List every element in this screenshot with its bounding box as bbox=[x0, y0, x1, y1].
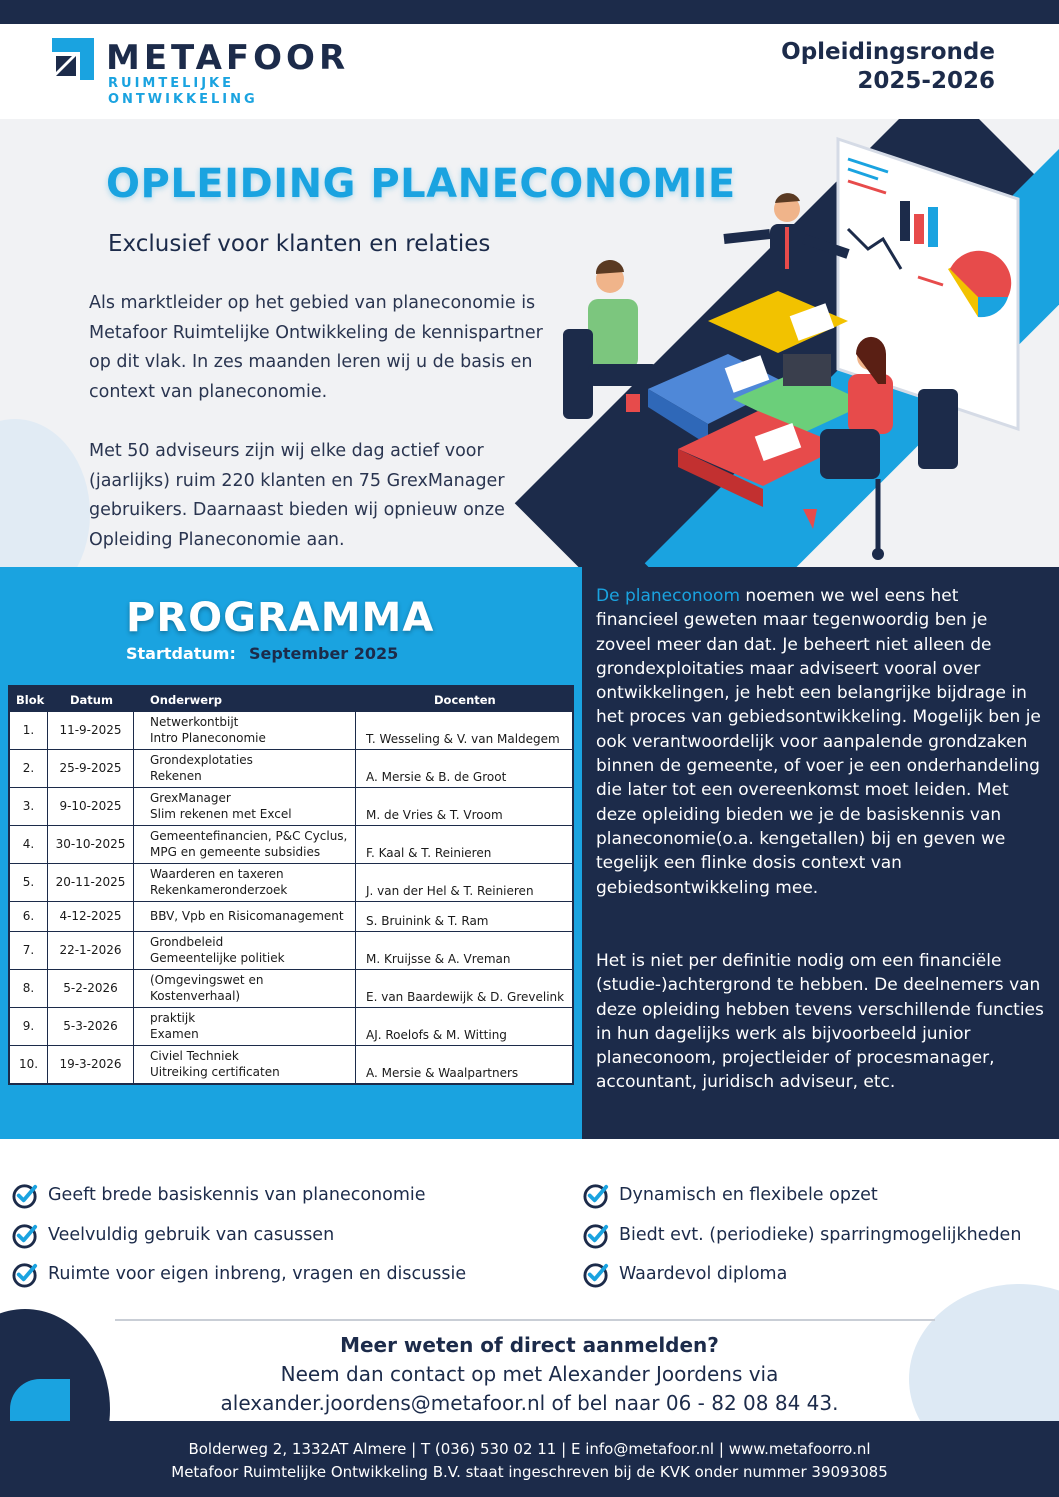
docenten-value: S. Bruinink & T. Ram bbox=[366, 914, 489, 928]
check-circle-icon bbox=[12, 1261, 39, 1288]
cell-docenten bbox=[356, 970, 572, 1007]
schedule-table bbox=[8, 685, 574, 1085]
docenten-value: T. Wesseling & V. van Maldegem bbox=[366, 732, 560, 746]
cell-docenten bbox=[356, 788, 572, 825]
datum-value: 9-10-2025 bbox=[59, 799, 122, 813]
onderwerp-line2: Examen bbox=[150, 1027, 199, 1041]
cell-docenten bbox=[356, 826, 572, 863]
table-row bbox=[10, 749, 572, 787]
check-circle-icon bbox=[583, 1261, 610, 1288]
onderwerp-line2: Slim rekenen met Excel bbox=[150, 807, 292, 821]
blok-value: 10. bbox=[18, 1057, 39, 1071]
docenten-value: M. Kruijsse & A. Vreman bbox=[366, 952, 511, 966]
start-date-value: September 2025 bbox=[249, 644, 399, 663]
docenten-value: F. Kaal & T. Reinieren bbox=[366, 846, 492, 860]
info-paragraph-1 bbox=[596, 584, 1046, 900]
hero-deco-circle bbox=[0, 419, 90, 567]
cell-blok bbox=[10, 826, 48, 863]
cell-onderwerp bbox=[134, 788, 356, 825]
cell-onderwerp bbox=[134, 970, 356, 1007]
cell-blok bbox=[10, 1046, 48, 1083]
feature-text: Ruimte voor eigen inbreng, vragen en discussie bbox=[48, 1264, 467, 1284]
cell-docenten bbox=[356, 864, 572, 901]
table-row bbox=[10, 901, 572, 931]
blok-value: 4. bbox=[22, 837, 35, 851]
onderwerp-line1: GrexManager bbox=[150, 791, 231, 805]
docenten-value: M. de Vries & T. Vroom bbox=[366, 808, 503, 822]
blok-value: 6. bbox=[22, 909, 35, 923]
blok-value: 2. bbox=[22, 761, 35, 775]
cell-onderwerp bbox=[134, 750, 356, 787]
hero-section bbox=[0, 119, 1059, 567]
training-round bbox=[781, 38, 995, 96]
cell-datum bbox=[48, 932, 134, 969]
metafoor-logo-icon bbox=[52, 38, 94, 80]
cta-contact[interactable]: alexander.joordens@metafoor.nl of bel naar 06 - 82 08 84 43. bbox=[220, 1391, 839, 1415]
program-title: PROGRAMMA bbox=[126, 595, 435, 641]
onderwerp-line2: Intro Planeconomie bbox=[150, 731, 266, 745]
onderwerp-line1: Grondexplotaties bbox=[150, 753, 253, 767]
datum-value: 25-9-2025 bbox=[59, 761, 122, 775]
intro-paragraph-1: Als marktleider op het gebied van planeconomie is Metafoor Ruimtelijke Ontwikkeling de kennispartner op dit vlak. In zes maanden leren wij u de basis en context van planeconomie. bbox=[89, 293, 543, 402]
datum-value: 20-11-2025 bbox=[55, 875, 126, 889]
onderwerp-line2: MPG en gemeente subsidies bbox=[150, 845, 321, 859]
onderwerp-line1: Grondbeleid bbox=[150, 935, 224, 949]
page-subtitle: Exclusief voor klanten en relaties bbox=[108, 231, 491, 257]
feature-text: Biedt evt. (periodieke) sparringmogelijkheden bbox=[619, 1225, 1022, 1245]
logo-sub-line1: RUIMTELIJKE bbox=[108, 76, 234, 91]
blok-value: 1. bbox=[22, 723, 35, 737]
intro-paragraph-2: Met 50 adviseurs zijn wij elke dag actief voor (jaarlijks) ruim 220 klanten en 75 GrexManager gebruikers. Daarnaast bieden wij opnieuw onze Opleiding Planeconomie aan. bbox=[89, 441, 505, 550]
onderwerp-line1: Gemeentefinancien, P&C Cyclus, bbox=[150, 829, 348, 843]
docenten-value: A. Mersie & Waalpartners bbox=[366, 1066, 519, 1080]
datum-value: 5-3-2026 bbox=[63, 1019, 118, 1033]
cell-docenten bbox=[356, 1046, 572, 1083]
docenten-value: AJ. Roelofs & M. Witting bbox=[366, 1028, 507, 1042]
datum-value: 4-12-2025 bbox=[59, 909, 122, 923]
top-bar bbox=[0, 0, 1059, 24]
table-row bbox=[10, 825, 572, 863]
docenten-value: A. Mersie & B. de Groot bbox=[366, 770, 507, 784]
info-text-1: noemen we wel eens het financieel geweten maar tegenwoordig ben je zoveel meer dan dat. Je beheert niet alleen de grondexploitaties maar adviseert vooral over ontwikkelingen, je hebt een belangrijke bijdrage in het proces van gebiedsontwikkeling. Mogelijk ben je ook verantwoordelijk voor aanpalende grondzaken binnen de gemeente, of voer je een onderhandeling die later tot een overeenkomst moet leiden. Met deze opleiding bieden we je de basiskennis van planeconomie(o.a. kengetallen) bij en geven we tegelijk een flinke dosis context van gebiedsontwikkeling mee. bbox=[596, 586, 1041, 898]
start-date-label: Startdatum: bbox=[126, 644, 236, 663]
onderwerp-line1: BBV, Vpb en Risicomanagement bbox=[150, 909, 344, 923]
cell-datum bbox=[48, 902, 134, 931]
schedule-header bbox=[10, 687, 572, 711]
cell-blok bbox=[10, 1008, 48, 1045]
onderwerp-line1: praktijk bbox=[150, 1011, 196, 1025]
onderwerp-line1: Civiel Techniek bbox=[150, 1049, 239, 1063]
cell-datum bbox=[48, 864, 134, 901]
footer-contact: Bolderweg 2, 1332AT Almere | T (036) 530 02 11 | E info@metafoor.nl | www.metafoorro.nl bbox=[188, 1440, 871, 1458]
table-row bbox=[10, 711, 572, 749]
cell-blok bbox=[10, 788, 48, 825]
logo-sub-line2: ONTWIKKELING bbox=[108, 92, 258, 107]
round-line2: 2025-2026 bbox=[857, 68, 995, 94]
cell-blok bbox=[10, 864, 48, 901]
datum-value: 5-2-2026 bbox=[63, 981, 118, 995]
cell-datum bbox=[48, 1008, 134, 1045]
header-onderwerp: Onderwerp bbox=[150, 693, 222, 707]
cell-onderwerp bbox=[134, 902, 356, 931]
table-row bbox=[10, 863, 572, 901]
onderwerp-line2: Uitreiking certificaten bbox=[150, 1065, 280, 1079]
onderwerp-line1: (Omgevingswet en bbox=[150, 973, 264, 987]
features-section bbox=[0, 1139, 1059, 1421]
info-highlight: De planeconoom bbox=[596, 586, 741, 606]
cell-onderwerp bbox=[134, 712, 356, 749]
table-row bbox=[10, 931, 572, 969]
cell-onderwerp bbox=[134, 864, 356, 901]
blok-value: 3. bbox=[22, 799, 35, 813]
onderwerp-line1: Netwerkontbijt bbox=[150, 715, 239, 729]
header-blok: Blok bbox=[16, 693, 45, 707]
table-row bbox=[10, 1045, 572, 1083]
blok-value: 5. bbox=[22, 875, 35, 889]
feature-text: Dynamisch en flexibele opzet bbox=[619, 1185, 878, 1205]
table-row bbox=[10, 969, 572, 1007]
logo-name: METAFOOR bbox=[106, 38, 350, 78]
footer bbox=[0, 1421, 1059, 1497]
check-circle-icon bbox=[583, 1222, 610, 1249]
page-title: OPLEIDING PLANECONOMIE bbox=[106, 161, 736, 207]
info-panel bbox=[582, 567, 1059, 1139]
docenten-value: E. van Baardewijk & D. Grevelink bbox=[366, 990, 565, 1004]
cell-datum bbox=[48, 1046, 134, 1083]
datum-value: 19-3-2026 bbox=[59, 1057, 122, 1071]
check-circle-icon bbox=[12, 1222, 39, 1249]
check-circle-icon bbox=[12, 1182, 39, 1209]
cell-onderwerp bbox=[134, 826, 356, 863]
feature-text: Geeft brede basiskennis van planeconomie bbox=[48, 1185, 426, 1205]
cell-onderwerp bbox=[134, 932, 356, 969]
cell-datum bbox=[48, 826, 134, 863]
cell-datum bbox=[48, 750, 134, 787]
blok-value: 9. bbox=[22, 1019, 35, 1033]
onderwerp-line2: Gemeentelijke politiek bbox=[150, 951, 285, 965]
table-row bbox=[10, 787, 572, 825]
onderwerp-line2: Rekenen bbox=[150, 769, 202, 783]
onderwerp-line2: Rekenkameronderzoek bbox=[150, 883, 288, 897]
cell-onderwerp bbox=[134, 1046, 356, 1083]
cell-docenten bbox=[356, 1008, 572, 1045]
cell-blok bbox=[10, 970, 48, 1007]
round-line1: Opleidingsronde bbox=[781, 39, 995, 65]
cell-datum bbox=[48, 970, 134, 1007]
cell-docenten bbox=[356, 712, 572, 749]
divider bbox=[115, 1319, 935, 1321]
table-row bbox=[10, 1007, 572, 1045]
cell-blok bbox=[10, 902, 48, 931]
blok-value: 8. bbox=[22, 981, 35, 995]
cell-datum bbox=[48, 712, 134, 749]
cta-title: Meer weten of direct aanmelden? bbox=[340, 1333, 719, 1357]
header bbox=[0, 24, 1059, 119]
datum-value: 30-10-2025 bbox=[55, 837, 126, 851]
program-section bbox=[0, 567, 582, 1139]
onderwerp-line2: Kostenverhaal) bbox=[150, 989, 241, 1003]
cell-docenten bbox=[356, 902, 572, 931]
footer-registration: Metafoor Ruimtelijke Ontwikkeling B.V. staat ingeschreven bij de KVK onder nummer 39093085 bbox=[171, 1463, 888, 1481]
cell-blok bbox=[10, 750, 48, 787]
logo-subtitle bbox=[108, 76, 258, 108]
onderwerp-line1: Waarderen en taxeren bbox=[150, 867, 284, 881]
blok-value: 7. bbox=[22, 943, 35, 957]
feature-text: Waardevol diploma bbox=[619, 1264, 788, 1284]
header-datum: Datum bbox=[70, 693, 113, 707]
datum-value: 22-1-2026 bbox=[59, 943, 122, 957]
cell-blok bbox=[10, 932, 48, 969]
cell-docenten bbox=[356, 932, 572, 969]
info-paragraph-2: Het is niet per definitie nodig om een financiële (studie-)achtergrond te hebben. De deelnemers van deze opleiding hebben tevens verschillende functies in hun dagelijks werk als bijvoorbeeld junior planeconoom, projectleider of procesmanager, accountant, juridisch adviseur, etc. bbox=[596, 951, 1044, 1093]
cell-blok bbox=[10, 712, 48, 749]
header-docenten: Docenten bbox=[434, 693, 496, 707]
datum-value: 11-9-2025 bbox=[59, 723, 122, 737]
business-meeting-illustration bbox=[548, 129, 1048, 567]
cell-docenten bbox=[356, 750, 572, 787]
check-circle-icon bbox=[583, 1182, 610, 1209]
feature-text: Veelvuldig gebruik van casussen bbox=[48, 1225, 335, 1245]
cell-datum bbox=[48, 788, 134, 825]
cta-line-1: Neem dan contact op met Alexander Joordens via bbox=[280, 1362, 779, 1386]
docenten-value: J. van der Hel & T. Reinieren bbox=[366, 884, 534, 898]
cell-onderwerp bbox=[134, 1008, 356, 1045]
